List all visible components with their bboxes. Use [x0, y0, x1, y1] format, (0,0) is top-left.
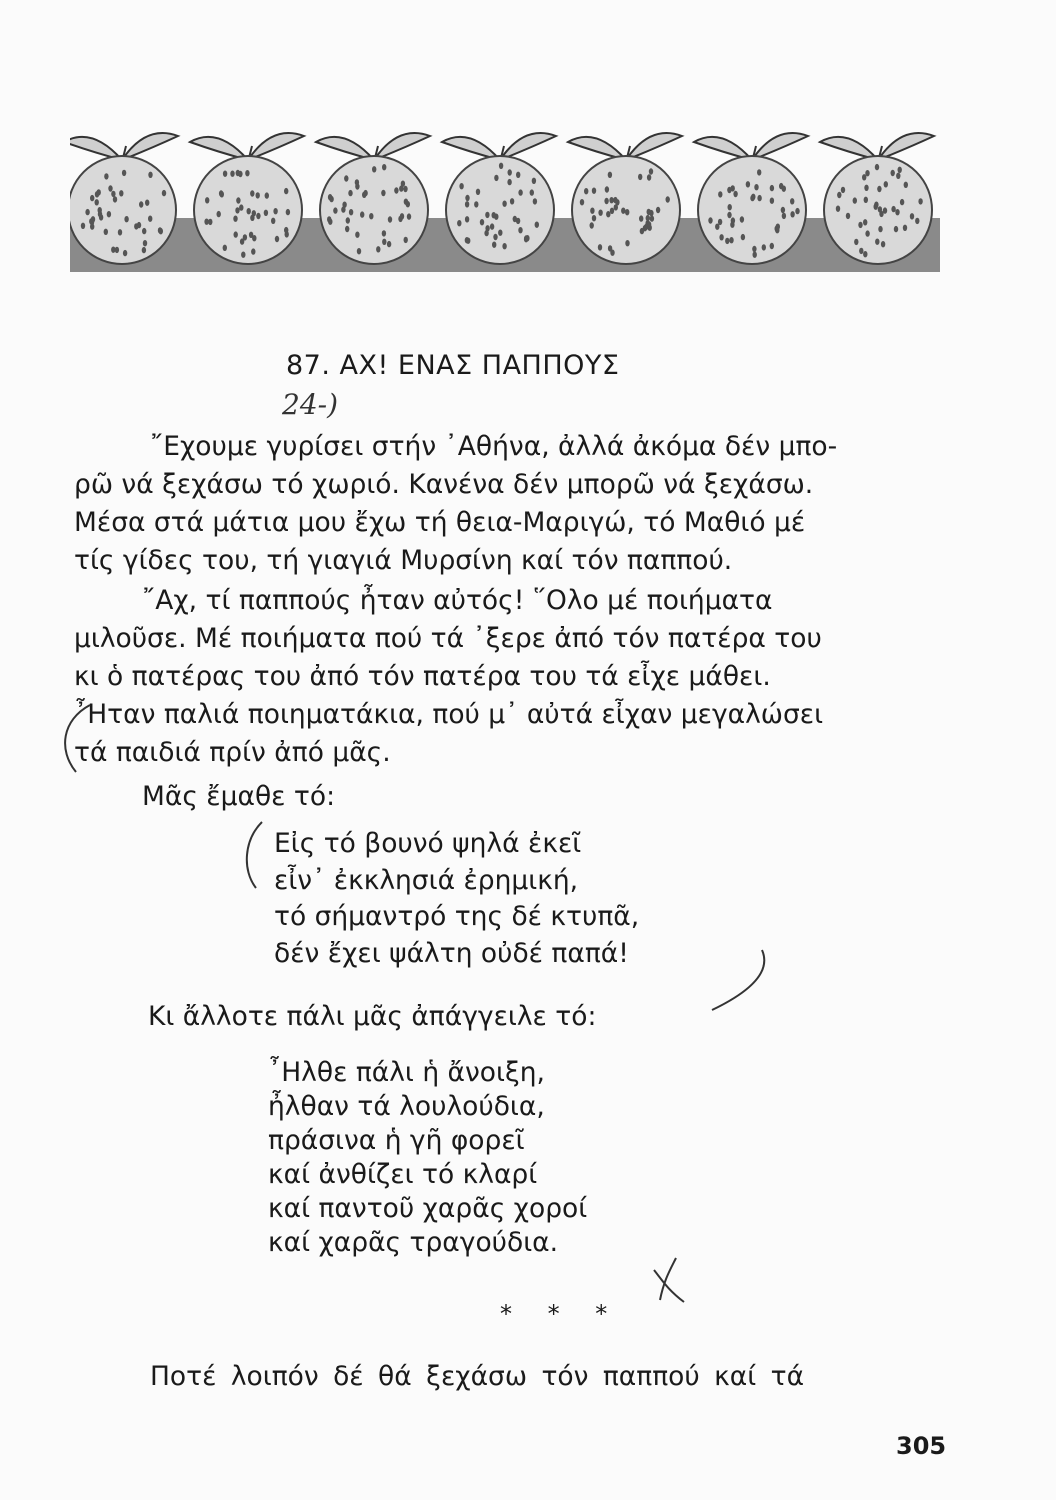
intro-2: Κι ἄλλοτε πάλι μᾶς ἀπάγγειλε τό:: [148, 1001, 597, 1032]
closing-bracket-mark: [712, 950, 764, 1010]
text-line: τίς γίδες του, τή γιαγιά Μυρσίνη καί τόν παππού.: [74, 545, 733, 576]
verse-line: Εἰς τό βουνό ψηλά ἐκεῖ: [274, 828, 582, 859]
poem-2: [268, 1056, 587, 1260]
verse-line: τό σήμαντρό της δέ κτυπᾶ,: [274, 901, 640, 932]
verse-line: καί ἀνθίζει τό κλαρί: [268, 1159, 538, 1190]
text-line: μιλοῦσε. Μέ ποιήματα πού τά ᾿ξερε ἀπό τόν πατέρα του: [74, 623, 822, 654]
text-line: κι ὁ πατέρας του ἀπό τόν πατέρα του τά εἶχε μάθει.: [74, 661, 771, 692]
orange: [190, 133, 304, 264]
orange: [820, 133, 934, 264]
oranges-illustration: [70, 100, 940, 272]
chapter-title: 87. ΑΧ! ΕΝΑΣ ΠΑΠΠΟΥΣ: [286, 350, 620, 381]
text-line: ῎Αχ, τί παππούς ἦταν αὐτός! ῞Ολο μέ ποιήματα: [142, 585, 773, 616]
text-line: ρῶ νά ξεχάσω τό χωριό. Κανένα δέν μπορῶ νά ξεχάσω.: [74, 469, 814, 500]
text-line: ῏Ηταν παλιά ποιηματάκια, πού μ᾿ αὐτά εἶχαν μεγαλώσει: [74, 699, 824, 730]
section-separator: * * *: [500, 1300, 622, 1328]
margin-bracket-mark: [247, 822, 262, 888]
paragraph-2: [74, 582, 824, 772]
poem-1: [274, 826, 639, 972]
handwritten-note: 24-): [282, 388, 339, 421]
orange: [316, 133, 430, 264]
orange: [442, 133, 556, 264]
cross-mark: [654, 1258, 684, 1302]
verse-line: πράσινα ἡ γῆ φορεῖ: [268, 1125, 525, 1156]
text-line: Μέσα στά μάτια μου ἔχω τή θεια-Μαριγώ, τό Μαθιό μέ: [74, 507, 806, 538]
verse-line: ῏Ηλθε πάλι ἡ ἄνοιξη,: [268, 1057, 545, 1088]
verse-line: καί παντοῦ χαρᾶς χοροί: [268, 1193, 588, 1224]
page-number: 305: [896, 1432, 947, 1460]
verse-line: δέν ἔχει ψάλτη οὐδέ παπά!: [274, 937, 629, 969]
orange: [694, 133, 808, 264]
orange: [568, 133, 682, 264]
final-line: Ποτέ λοιπόν δέ θά ξεχάσω τόν παππού καί τά: [150, 1361, 805, 1392]
paragraph-1: [74, 428, 838, 580]
verse-line: ἦλθαν τά λουλούδια,: [268, 1091, 545, 1122]
orange: [70, 133, 178, 264]
verse-line: εἶν᾿ ἐκκλησιά ἐρημική,: [274, 864, 579, 896]
verse-line: καί χαρᾶς τραγούδια.: [268, 1227, 559, 1258]
text-line: τά παιδιά πρίν ἀπό μᾶς.: [74, 737, 391, 768]
text-line: ῎Εχουμε γυρίσει στήν ᾿Αθήνα, ἀλλά ἀκόμα δέν μπο-: [150, 431, 838, 462]
intro-1: Μᾶς ἔμαθε τό:: [142, 781, 336, 812]
